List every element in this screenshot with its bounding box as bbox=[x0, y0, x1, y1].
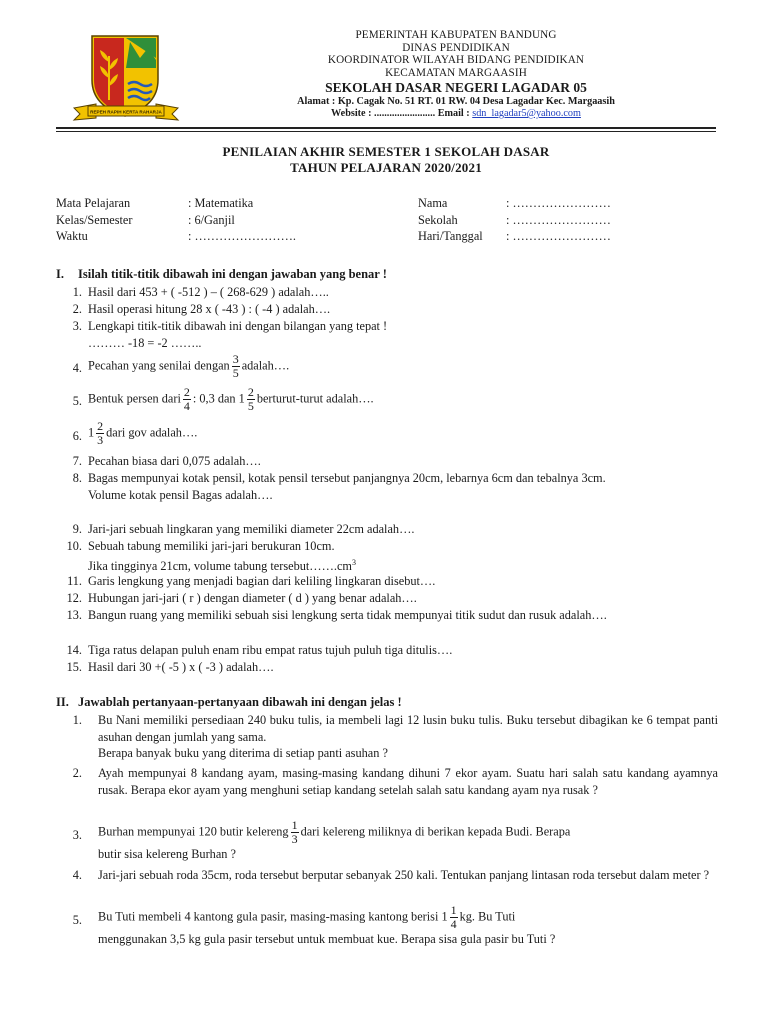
header-line-1: PEMERINTAH KABUPATEN BANDUNG bbox=[355, 29, 557, 41]
question-item: 5. Bu Tuti membeli 4 kantong gula pasir, masing-masing kantong berisi 1 $\frac{1}{4}$ kg. Bu Tuti menggunakan 3,5 kg gula pasir tersebut untuk membuat kue. Berapa sisa gula pasir bu Tuti ? bbox=[72, 903, 556, 946]
question-item: 3. Lengkapi titik-titik dibawah ini dengan bilangan yang tepat ! ……… -18 = -2 …….. bbox=[72, 319, 388, 350]
school-contact bbox=[196, 108, 716, 120]
question-item: 6. 1 $\frac{2}{3}$ dari gov adalah…. bbox=[72, 419, 198, 447]
identity-row: Waktu : ……………………. bbox=[56, 229, 296, 243]
logo-motto: REPEH RAPIH KERTA RAHARJA bbox=[90, 109, 162, 115]
exam-title bbox=[56, 144, 716, 176]
website-label: Website : ........................ Email : bbox=[331, 108, 473, 119]
header-divider bbox=[56, 127, 716, 129]
exam-title-line-1: PENILAIAN AKHIR SEMESTER 1 SEKOLAH DASAR bbox=[222, 144, 550, 159]
question-item: 3. Burhan mempunyai 120 butir kelereng $\frac{1}{3}$ dari kelereng miliknya di berikan kepada Budi. Berapa butir sisa kelereng Burhan ? bbox=[72, 818, 571, 861]
identity-row: Mata Pelajaran : Matematika bbox=[56, 196, 254, 210]
question-item: 4. Pecahan yang senilai dengan $\frac{3}{5}$ adalah…. bbox=[72, 352, 290, 380]
school-address: Alamat : Kp. Cagak No. 51 RT. 01 RW. 04 Desa Lagadar Kec. Margaasih bbox=[297, 96, 615, 107]
identity-left bbox=[56, 195, 296, 245]
exam-title-line-2: TAHUN PELAJARAN 2020/2021 bbox=[290, 160, 482, 175]
email-link[interactable]: sdn_lagadar5@yahoo.com bbox=[472, 108, 581, 119]
header-divider-thin bbox=[56, 131, 716, 132]
question-item: 5. Bentuk persen dari $\frac{2}{4}$ : 0,3 dan 1 $\frac{2}{5}$ berturut-turut adalah…. bbox=[72, 385, 374, 413]
question-item: 15. Hasil dari 30 +( -5 ) x ( -3 ) adalah…. bbox=[66, 660, 274, 674]
question-item: 8. Bagas mempunyai kotak pensil, kotak pensil tersebut panjangnya 20cm, lebarnya 6cm dan tebalnya 3cm. Volume kotak pensil Bagas adalah…. bbox=[72, 471, 606, 502]
fraction: $\frac{1}{4}$ bbox=[450, 903, 457, 931]
fraction: $\frac{2}{5}$ bbox=[247, 385, 254, 413]
identity-right bbox=[418, 195, 611, 245]
header-line-2: DINAS PENDIDIKAN bbox=[402, 41, 510, 54]
question-item: 11. Garis lengkung yang menjadi bagian dari keliling lingkaran disebut…. bbox=[67, 574, 436, 588]
fraction: $\frac{2}{3}$ bbox=[97, 419, 104, 447]
header-line-4: KECAMATAN MARGAASIH bbox=[385, 66, 527, 79]
school-name: SEKOLAH DASAR NEGERI LAGADAR 05 bbox=[325, 80, 587, 95]
fraction: $\frac{3}{5}$ bbox=[232, 352, 239, 380]
question-item: 10. Sebuah tabung memiliki jari-jari berukuran 10cm. Jika tingginya 21cm, volume tabung $tersebut\dots\dots.cm^3$ bbox=[66, 539, 356, 573]
question-item: 4. Jari-jari sebuah roda 35cm, roda tersebut berputar sebanyak 250 kali. Tentukan panjang lintasan roda tersebut dalam meter ? bbox=[72, 868, 710, 882]
header-line-3: KOORDINATOR WILAYAH BIDANG PENDIDIKAN bbox=[327, 54, 585, 66]
question-item: 2. Ayah mempunyai 8 kandang ayam, masing-masing kandang dihuni 7 ekor ayam. Suatu hari salah satu kandang ayamnya rusak. Berapa ekor ayam yang menghuni setiap kandang setelah salah satu kandang ayam nya rusak ? bbox=[72, 766, 718, 797]
identity-row: Sekolah : …………………… bbox=[418, 212, 611, 227]
fraction: $\frac{1}{3}$ bbox=[291, 818, 298, 846]
section-2-heading: II. Jawablah pertanyaan-pertanyaan dibawah ini dengan jelas ! bbox=[56, 695, 402, 709]
identity-row: Nama : …………………… bbox=[418, 196, 611, 210]
question-item: 9. Jari-jari sebuah lingkaran yang memiliki diameter 22cm adalah…. bbox=[72, 522, 415, 536]
question-item: 14. Tiga ratus delapan puluh enam ribu empat ratus tujuh puluh tiga ditulis…. bbox=[66, 643, 453, 657]
kabupaten-bandung-logo-icon bbox=[70, 28, 182, 124]
question-item: 12. Hubungan jari-jari ( r ) dengan diameter ( d ) yang benar adalah…. bbox=[66, 591, 417, 605]
question-item: 2. Hasil operasi hitung 28 x ( -43 ) : ( -4 ) adalah…. bbox=[72, 302, 331, 316]
section-1-heading: I. Isilah titik-titik dibawah ini dengan jawaban yang benar ! bbox=[56, 267, 387, 281]
question-item: 1. Hasil dari 453 + ( -512 ) – ( 268-629 ) adalah….. bbox=[72, 285, 329, 299]
question-item: 1. Bu Nani memiliki persediaan 240 buku tulis, ia membeli lagi 12 lusin buku tulis. Buku tersebut dibagikan ke 6 tempat panti asuhan dengan jumlah yang sama. Berapa banyak buku yang diterima di setiap panti asuhan ? bbox=[72, 713, 718, 760]
question-item: 13. Bangun ruang yang memiliki sebuah sisi lengkung serta tidak mempunyai titik sudut dan rusuk adalah…. bbox=[66, 608, 607, 622]
letterhead bbox=[196, 29, 716, 120]
question-item: 7. Pecahan biasa dari 0,075 adalah…. bbox=[72, 454, 261, 468]
identity-row: Hari/Tanggal : …………………… bbox=[418, 229, 611, 243]
identity-row: Kelas/Semester : 6/Ganjil bbox=[56, 212, 235, 227]
fraction: $\frac{2}{4}$ bbox=[183, 385, 190, 413]
